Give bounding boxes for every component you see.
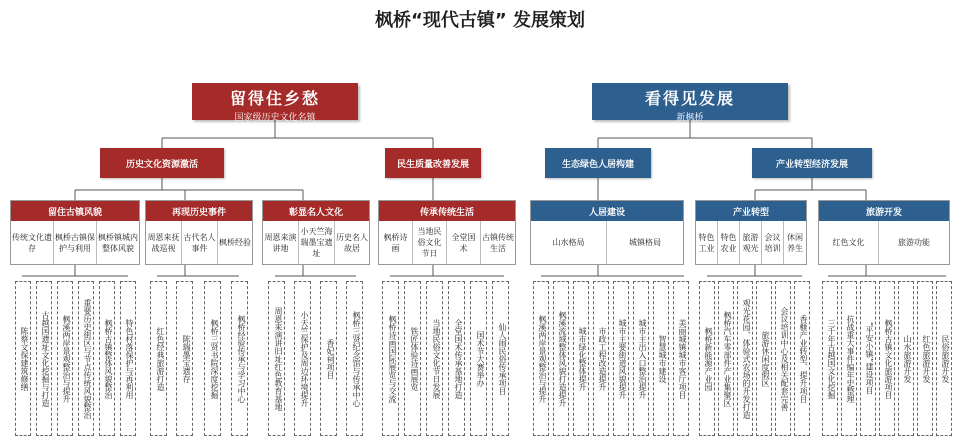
leaf-item: 枫桥经验传承与学习中心	[231, 281, 248, 436]
sub-item: 枫桥经验	[219, 238, 251, 247]
sub-item: 古镇传统生活	[482, 232, 514, 253]
left-top-box	[192, 83, 358, 123]
branch-history-activation: 历史文化资源激活	[100, 148, 224, 178]
left-top-subtitle: 国家级历史文化名镇	[234, 113, 316, 123]
sub-item: 古代名人事件	[182, 221, 218, 264]
leaf-item: 当地民俗文化节日发展	[426, 281, 443, 436]
right-top-box	[592, 83, 788, 123]
category-traditional-life	[378, 200, 516, 265]
leaf-item: 山水旅游开发	[898, 281, 914, 436]
category-header: 旅游开发	[819, 201, 949, 221]
sub-item: 会议培训	[762, 221, 784, 264]
leaf-item: 枫溪流域整体风貌打造提升	[553, 281, 569, 436]
leaf-item: 枫桥三贤书院深度挖掘	[204, 281, 221, 436]
leaf-item: 民俗旅游开发	[936, 281, 952, 436]
leaf-item: 市政工程改造提升	[593, 281, 609, 436]
right-top-subtitle: 新枫桥	[676, 113, 704, 123]
leaf-item: 陈蔡文保建筑修缮	[15, 281, 31, 436]
leaf-item: 枫桥三贤纪念馆与传承中心	[346, 281, 363, 436]
leaf-item: 陈瑞墨宝遗存	[176, 281, 193, 436]
category-famous-people	[262, 200, 370, 265]
leaf-item: 全堂国术传承基地打造	[448, 281, 465, 436]
leaf-item: 香妃祠项目	[320, 281, 337, 436]
leaf-item: 重要历史街区与节点传统风貌整治	[78, 281, 94, 436]
leaf-item: 周恩来演讲旧址红色教育基地	[268, 281, 285, 436]
sub-item: 枫桥古镇保护与利用	[54, 221, 97, 264]
sub-item: 枫桥诗画	[379, 221, 413, 264]
leaf-item: 城市主要街道风貌提升	[613, 281, 629, 436]
leaf-item: 智慧城市建设	[653, 281, 669, 436]
sub-item: 周恩来抚战巡视	[146, 221, 182, 264]
leaf-item: 红色经典旅游打造	[150, 281, 167, 436]
category-header: 留住古镇风貌	[11, 201, 139, 221]
branch-industry: 产业转型经济发展	[752, 148, 872, 178]
category-living-construction	[530, 200, 684, 265]
sub-item: 枫桥镇城内整体风貌	[98, 232, 138, 253]
branch-livelihood: 民生质量改善发展	[385, 148, 481, 178]
leaf-item: 城市主出入口整治提升	[633, 281, 649, 436]
page-title: 枫桥“现代古镇” 发展策划	[375, 10, 585, 31]
category-history-events	[145, 200, 253, 265]
sub-item: 特色工业	[696, 221, 718, 264]
leaf-item: 古越国遗址文化挖掘与打造	[36, 281, 52, 436]
sub-item: 休闲养生	[787, 232, 803, 253]
sub-item: 特色农业	[718, 221, 740, 264]
category-header: 人居建设	[531, 201, 683, 221]
leaf-item: 香榧产业转型、提升项目	[794, 281, 810, 436]
leaf-item: 红色旅游开发	[917, 281, 933, 436]
leaf-item: 枫桥古镇文化旅游项目	[879, 281, 895, 436]
right-top-title: 看得见发展	[644, 89, 735, 108]
branch-eco-living: 生态绿色人居构建	[545, 148, 651, 178]
category-header: 彰显名人文化	[263, 201, 369, 221]
leaf-item: 美丽城镇城市客厅项目	[673, 281, 689, 436]
leaf-item: 会议培训中心及相关配套完善	[775, 281, 791, 436]
leaf-item: 枫桥诗画国际展览与交流	[382, 281, 399, 436]
sub-item: 红色文化	[819, 221, 879, 264]
sub-item: 全堂国术	[447, 221, 481, 264]
sub-item: 当地民俗文化节日	[413, 221, 447, 264]
leaf-item: 枫溪两岸景观整治与提升	[533, 281, 549, 436]
leaf-item: 观光花园、体验式农场的开发打造	[737, 281, 753, 436]
sub-item: 旅游观光	[740, 221, 762, 264]
sub-item: 历史名人故居	[336, 232, 368, 253]
leaf-item: 小天竺保护及周边环境提升	[294, 281, 311, 436]
sub-item: 城镇格局	[629, 238, 661, 247]
category-tourism	[818, 200, 950, 265]
category-industry-transform	[695, 200, 807, 265]
leaf-item: 城市绿化整体提升	[573, 281, 589, 436]
leaf-item: “平安小镇”建设项目	[860, 281, 876, 436]
left-top-title: 留得住乡愁	[229, 89, 320, 108]
category-header: 产业转型	[696, 201, 806, 221]
sub-item: 旅游功能	[898, 238, 930, 247]
leaf-item: 特色村落保护与再利用	[120, 281, 136, 436]
leaf-item: 仙人闹民俗传承项目	[492, 281, 509, 436]
category-preserve-town	[10, 200, 140, 265]
sub-item: 周恩来演讲地	[263, 221, 299, 264]
leaf-item: 旅游休闲度假区	[756, 281, 772, 436]
category-header: 再现历史事件	[146, 201, 252, 221]
leaf-item: 枫桥古镇整体风貌整治	[99, 281, 115, 436]
leaf-item: 铁匠体验诗画展览	[404, 281, 421, 436]
sub-item: 传统文化遗存	[11, 221, 54, 264]
leaf-item: 国术节大赛举办	[470, 281, 487, 436]
leaf-item: 枫桥新能源产业园	[699, 281, 715, 436]
leaf-item: 枫桥汽车零部件产业集聚区	[718, 281, 734, 436]
sub-item: 小天竺海瑞墨宝遗址	[299, 221, 335, 264]
sub-item: 山水格局	[531, 221, 607, 264]
leaf-item: 枫溪两岸景观整治与提升	[57, 281, 73, 436]
category-header: 传承传统生活	[379, 201, 515, 221]
leaf-item: 抗战重大事件编年史整理	[841, 281, 857, 436]
leaf-item: 三千年古越国文化挖掘	[822, 281, 838, 436]
